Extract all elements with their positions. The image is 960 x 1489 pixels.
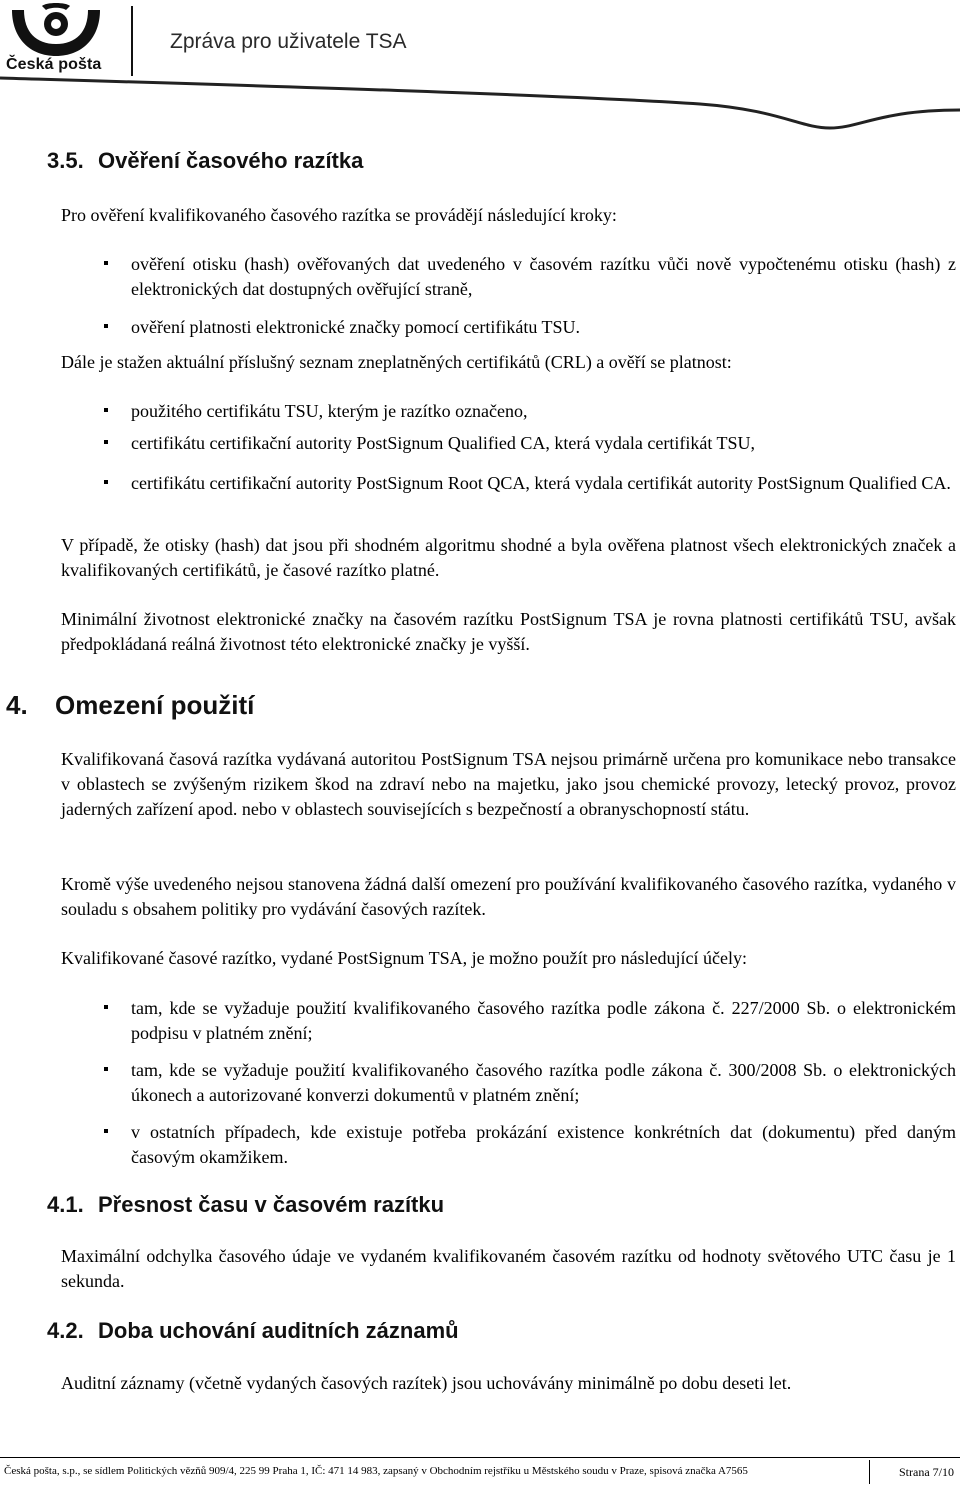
bullet-icon [104, 1005, 112, 1013]
footer-company-info: Česká pošta, s.p., se sídlem Politických vězňů 909/4, 225 99 Praha 1, IČ: 471 14 983, zapsaný v Obchodním rejstříku u Městského soudu v Praze, spisová značka A7565 [4, 1465, 748, 1477]
bullet-icon [104, 1067, 112, 1075]
page-header [0, 0, 960, 130]
bullet-icon [104, 440, 112, 448]
purposes-intro: Kvalifikované časové razítko, vydané PostSignum TSA, je možno použít pro následující účely: [61, 948, 748, 968]
section-4-2-number: 4.2. [47, 1318, 84, 1343]
section-4-paragraph-2: Kromě výše uvedeného nejsou stanovena žádná další omezení pro používání kvalifikovaného časového razítka, vydaného v souladu s obsahem politiky pro vydávání časových razítek. [61, 874, 956, 919]
list-item: ověření otisku (hash) ověřovaných dat uvedeného v časovém razítku vůči nově vypočtenému otisku (hash) z elektronických dat dostupných ověřující straně, [131, 254, 956, 299]
section-4-2-title: Doba uchování auditních záznamů [98, 1318, 459, 1343]
paragraph-validity: V případě, že otisky (hash) dat jsou při shodném algoritmu shodné a byla ověřena platnost všech elektronických značek a kvalifikovaných certifikátů, je časové razítko platné. [61, 535, 956, 580]
section-4-1-title: Přesnost času v časovém razítku [98, 1192, 445, 1217]
page-number: Strana 7/10 [899, 1465, 954, 1479]
bullet-icon [104, 480, 112, 488]
paragraph-lifetime: Minimální životnost elektronické značky na časovém razítku PostSignum TSA je rovna platnosti certifikátů TSU, avšak předpokládaná reálná životnost této elektronické značky je vyšší. [61, 609, 956, 654]
list-item: certifikátu certifikační autority PostSignum Root QCA, která vydala certifikát autority PostSignum Qualified CA. [131, 473, 951, 493]
footer-rule [0, 1457, 960, 1458]
section-4-2-text: Auditní záznamy (včetně vydaných časových razítek) jsou uchovávány minimálně po dobu deseti let. [61, 1373, 792, 1393]
list-item: v ostatních případech, kde existuje potřeba prokázání existence konkrétních dat (dokumentu) před daným časovým okamžikem. [131, 1122, 956, 1167]
list-item: tam, kde se vyžaduje použití kvalifikovaného časového razítka podle zákona č. 227/2000 Sb. o elektronickém podpisu v platném znění; [131, 998, 956, 1043]
list-item: certifikátu certifikační autority PostSignum Qualified CA, která vydala certifikát TSU, [131, 433, 755, 453]
footer-divider [869, 1460, 870, 1484]
bullet-icon [104, 1129, 112, 1137]
header-divider [131, 6, 133, 76]
crl-intro: Dále je stažen aktuální příslušný seznam zneplatněných certifikátů (CRL) a ověří se platnost: [61, 352, 732, 372]
document-title: Zpráva pro uživatele TSA [170, 30, 407, 53]
section-4-paragraph-1: Kvalifikovaná časová razítka vydávaná autoritou PostSignum TSA nejsou primárně určena pro komunikace nebo transakce v oblastech se zvýšeným rizikem škod na zdraví nebo na majetku, jako jsou chemické provozy, letecký provoz, provoz jaderných zařízení apod. nebo v oblastech souvisejících s bezpečností a obranyschopností státu. [61, 749, 956, 819]
section-3-5-intro: Pro ověření kvalifikovaného časového razítka se provádějí následující kroky: [61, 205, 617, 225]
section-4-title: Omezení použití [55, 690, 255, 720]
section-4-1-number: 4.1. [47, 1192, 84, 1217]
list-item: použitého certifikátu TSU, kterým je razítko označeno, [131, 401, 528, 421]
header-curve-decoration [0, 74, 960, 130]
logo-wordmark: Česká pošta [6, 56, 102, 73]
bullet-icon [104, 408, 112, 416]
list-item: ověření platnosti elektronické značky pomocí certifikátu TSU. [131, 317, 581, 337]
section-3-5-title: Ověření časového razítka [98, 148, 364, 173]
bullet-icon [104, 261, 112, 269]
section-3-5-number: 3.5. [47, 148, 84, 173]
list-item: tam, kde se vyžaduje použití kvalifikovaného časového razítka podle zákona č. 300/2008 Sb. o elektronických úkonech a autorizované konverzi dokumentů v platném znění; [131, 1060, 956, 1105]
section-4-1-text: Maximální odchylka časového údaje ve vydaném kvalifikovaném časovém razítku od hodnoty světového UTC času je 1 sekunda. [61, 1246, 956, 1291]
section-4-number: 4. [6, 690, 28, 720]
bullet-icon [104, 324, 112, 332]
